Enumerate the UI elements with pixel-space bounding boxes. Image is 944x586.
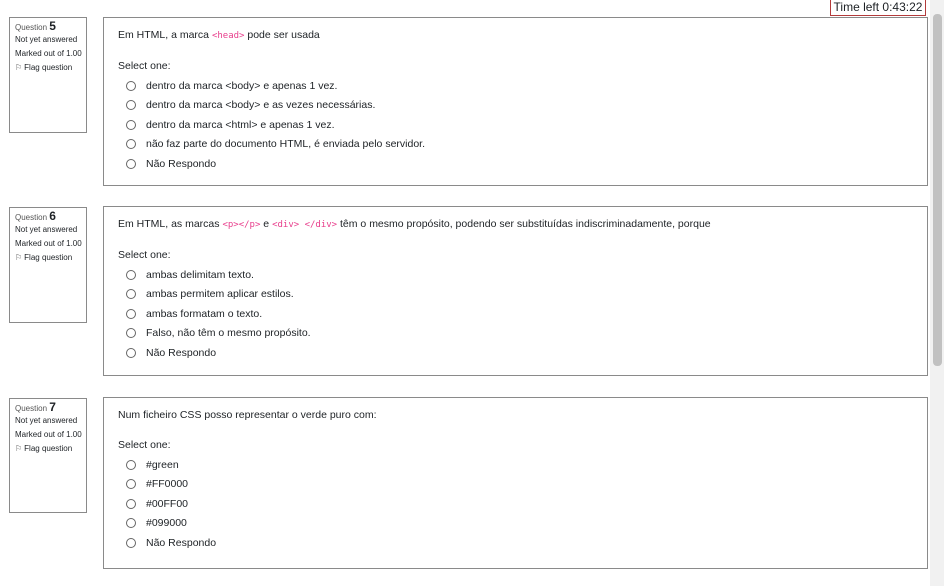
- question-info: [9, 17, 87, 133]
- question-state: Not yet answered: [15, 416, 78, 425]
- answer-option[interactable]: [118, 154, 913, 174]
- radio-button[interactable]: [126, 460, 136, 470]
- page-scrollbar[interactable]: [930, 0, 944, 586]
- radio-button[interactable]: [126, 139, 136, 149]
- code-snippet: <div> </div>: [272, 220, 338, 230]
- answer-label: Não Respondo: [146, 346, 217, 359]
- time-left: Time left 0:43:22: [830, 0, 926, 16]
- answer-option[interactable]: [118, 324, 913, 344]
- answer-label: dentro da marca <body> e as vezes necessárias.: [146, 99, 376, 112]
- answer-label: Não Respondo: [146, 157, 217, 170]
- flag-question-link[interactable]: [15, 444, 82, 454]
- answer-option[interactable]: [118, 96, 913, 116]
- answer-option[interactable]: [118, 533, 913, 553]
- code-snippet: <head>: [211, 31, 245, 41]
- radio-button[interactable]: [126, 538, 136, 548]
- question-state: Not yet answered: [15, 35, 78, 44]
- answer-option[interactable]: [118, 514, 913, 534]
- answer-label: ambas formatam o texto.: [146, 307, 263, 320]
- question-content: [103, 397, 928, 569]
- answer-options: [118, 265, 913, 363]
- question-text-part: Em HTML, a marca: [118, 29, 212, 41]
- answer-option[interactable]: [118, 304, 913, 324]
- question-info: [9, 207, 87, 323]
- radio-button[interactable]: [126, 499, 136, 509]
- answer-option[interactable]: [118, 343, 913, 363]
- answer-label: ambas delimitam texto.: [146, 268, 254, 281]
- answer-label: #00FF00: [146, 497, 189, 510]
- answer-option[interactable]: [118, 115, 913, 135]
- question-number-label: Question: [15, 404, 48, 413]
- question-text: [118, 28, 913, 43]
- answer-label: #FF0000: [146, 478, 189, 491]
- question-number-label: Question: [15, 213, 48, 222]
- flag-icon: ⚐: [15, 63, 23, 72]
- question-grade: Marked out of 1.00: [15, 430, 82, 439]
- question-number: 5: [49, 19, 56, 33]
- radio-button[interactable]: [126, 479, 136, 489]
- radio-button[interactable]: [126, 328, 136, 338]
- question-text-part: têm o mesmo propósito, podendo ser substituídas indiscriminadamente, porque: [337, 218, 711, 230]
- radio-button[interactable]: [126, 100, 136, 110]
- answer-label: não faz parte do documento HTML, é enviada pelo servidor.: [146, 138, 425, 151]
- question-grade: Marked out of 1.00: [15, 239, 82, 248]
- question-text: [118, 217, 913, 232]
- answer-options: [118, 76, 913, 174]
- radio-button[interactable]: [126, 120, 136, 130]
- answer-option[interactable]: [118, 455, 913, 475]
- flag-label: Flag question: [24, 63, 73, 72]
- scrollbar-thumb[interactable]: [933, 14, 942, 366]
- radio-button[interactable]: [126, 159, 136, 169]
- question-text: [118, 408, 913, 422]
- question-content: [103, 206, 928, 376]
- answer-option[interactable]: [118, 76, 913, 96]
- select-prompt: Select one:: [118, 439, 171, 451]
- radio-button[interactable]: [126, 81, 136, 91]
- flag-icon: ⚐: [15, 444, 23, 453]
- radio-button[interactable]: [126, 348, 136, 358]
- question-content: [103, 17, 928, 186]
- question-number: 6: [49, 209, 56, 223]
- answer-label: Falso, não têm o mesmo propósito.: [146, 327, 311, 340]
- question-text-part: Num ficheiro CSS posso representar o verde puro com:: [118, 409, 377, 421]
- answer-label: #green: [146, 458, 179, 471]
- question-text-part: Em HTML, as marcas: [118, 218, 223, 230]
- answer-options: [118, 455, 913, 553]
- code-snippet: <p></p>: [222, 220, 261, 230]
- answer-option[interactable]: [118, 494, 913, 514]
- radio-button[interactable]: [126, 309, 136, 319]
- flag-question-link[interactable]: [15, 63, 82, 73]
- answer-label: dentro da marca <html> e apenas 1 vez.: [146, 118, 335, 131]
- question-state: Not yet answered: [15, 225, 78, 234]
- answer-option[interactable]: [118, 135, 913, 155]
- question-text-part: pode ser usada: [244, 29, 320, 41]
- flag-icon: ⚐: [15, 253, 23, 262]
- radio-button[interactable]: [126, 518, 136, 528]
- question-text-part: e: [260, 218, 273, 230]
- question-grade: Marked out of 1.00: [15, 49, 82, 58]
- question-number: 7: [49, 400, 56, 414]
- select-prompt: Select one:: [118, 60, 171, 72]
- question-info: [9, 398, 87, 513]
- question-number-label: Question: [15, 23, 48, 32]
- radio-button[interactable]: [126, 289, 136, 299]
- flag-label: Flag question: [24, 444, 73, 453]
- select-prompt: Select one:: [118, 249, 171, 261]
- answer-option[interactable]: [118, 475, 913, 495]
- answer-label: Não Respondo: [146, 536, 217, 549]
- answer-option[interactable]: [118, 265, 913, 285]
- answer-option[interactable]: [118, 285, 913, 305]
- radio-button[interactable]: [126, 270, 136, 280]
- answer-label: ambas permitem aplicar estilos.: [146, 288, 294, 301]
- flag-label: Flag question: [24, 253, 73, 262]
- flag-question-link[interactable]: [15, 253, 82, 263]
- answer-label: dentro da marca <body> e apenas 1 vez.: [146, 79, 338, 92]
- answer-label: #099000: [146, 517, 187, 530]
